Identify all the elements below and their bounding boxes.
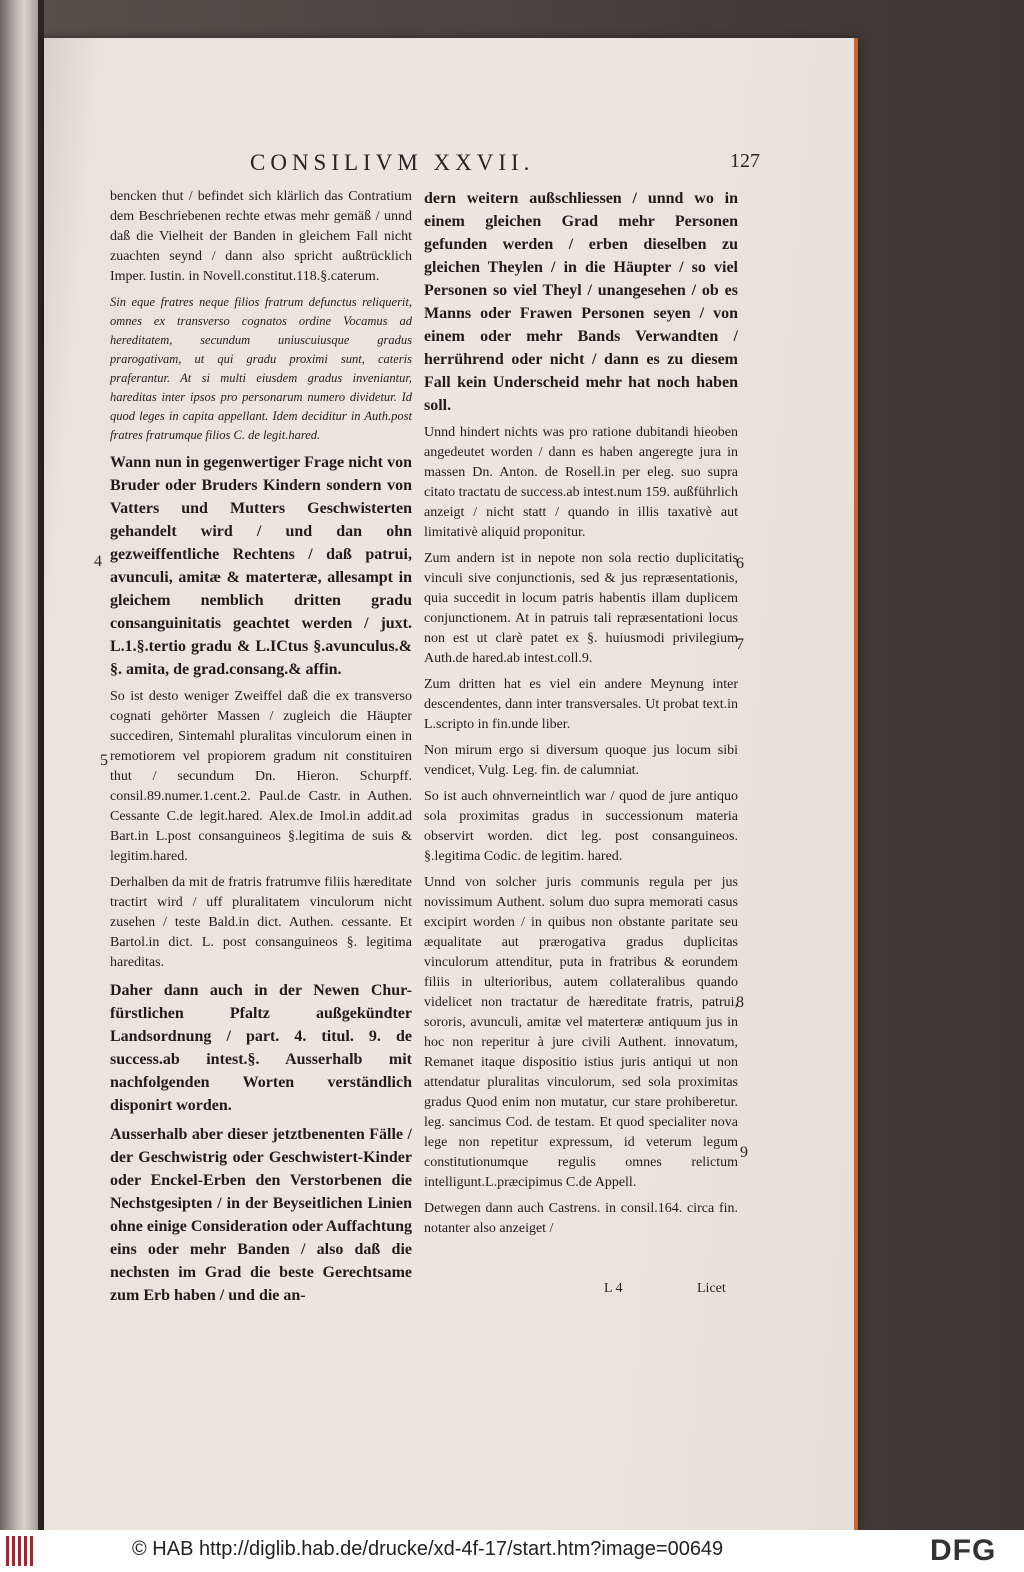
margin-number: 5 [100, 752, 108, 769]
paragraph: Wann nun in gegenwertiger Frage nicht von Bruder oder Bruders Kindern sondern von Vatters und Mutters Geschwisterten gehandelt wird / und dan ohn gezweiffentliche Rechtens / daß patrui, avunculi, amitæ & materteræ, allesampt in gleichem nemblich dritten gradu consanguinitatis geachtet werden / juxt. L.1.§.tertio gradu & L.ICtus §.avunculus.& §. amita, de grad.consang.& affin. [110, 454, 412, 678]
paragraph: Zum dritten hat es viel ein andere Meynung inter descendentes, dann inter transversales. Ut probat text.in L.scripto in fin.unde liber. [424, 677, 738, 732]
catchword: Licet [697, 1281, 726, 1296]
copyright-link[interactable]: © HAB http://diglib.hab.de/drucke/xd-4f-17/start.htm?image=00649 [132, 1538, 724, 1560]
hab-logo-icon [6, 1536, 36, 1566]
paragraph: bencken thut / befindet sich klärlich das Contratium dem Beschriebenen rechte etwas mehr gemäß / unnd daß die Vielheit der Banden in gleichem Fall nicht zuachten seynd / dann also spricht außtrücklich Imper. Iustin. in Novell.constitut.118.§.caterum. [110, 189, 412, 284]
margin-number: 7 [736, 636, 744, 653]
page-number: 127 [730, 150, 760, 172]
margin-number: 8 [736, 994, 744, 1011]
margin-number: 6 [736, 555, 744, 572]
paragraph: Zum andern ist in nepote non sola rectio duplicitatis vinculi sive conjunctionis, sed & jus repræsentationis, quia succedit in locum patris habentis illam duplicem conjunctionem. At in patruis tali repræsentationi locus non est ut clarè patet ex §. huiusmodi privilegium Auth.de hared.ab intest.coll.9. [424, 551, 738, 666]
source-bar [0, 1530, 1024, 1572]
left-page-edge [0, 0, 44, 1530]
dfg-logo: DFG [930, 1534, 997, 1567]
paragraph: Derhalben da mit de fratris fratrumve filiis hæreditate tractirt wird / uff pluralitatem vinculorum nicht zusehen / teste Bald.in dict. Authen. cessante. Et Bartol.in dict. L. post consanguineos §. legitima hareditas. [110, 875, 412, 970]
paragraph: Unnd von solcher juris communis regula per jus novissimum Authent. solum duo supra memorati casus excipirt worden / in quibus non obstante paritate seu æqualitate aut prærogativa gradus duplicitas vinculorum attenditur, puta in fratribus & eorundem filiis in ulterioribus, autem collateralibus quando videlicet non tractatur de hæreditate fratris, patrui, sororis, avunculi, amitæ vel materteræ antiquum jus in hoc non reperitur à jure civili Authent. innovatum, Remanet itaque dispositio istius juris antiqui ut non attendatur pluralitas vinculorum, sed sola proximitas gradus Quod enim non mutatur, cur stare prohiberetur. leg. sancimus Cod. de testam. Et quod specialiter nova lege non repetitur expressum, id veterum legum constitutionumque regulis omnes relictum intelligunt.L.præcipimus C.de Appell. [424, 875, 738, 1190]
paragraph: Ausserhalb aber dieser jetztbenenten Fälle / der Geschwistrig oder Geschwistert-Kinder oder Enckel-Erben den Verstorbenen die Nechstgesipten / in der Beyseitlichen Linien ohne einige Consideration oder Auffachtung eins oder mehr Banden / also daß die nechsten im Grad die beste Gerechtsame zum Erb haben / und die an- [110, 1126, 412, 1304]
signature-mark: L 4 [604, 1281, 623, 1296]
header-title: CONSILIVM XXVII. [250, 150, 535, 175]
paragraph: So ist auch ohnverneintlich war / quod de jure antiquo sola proximitas gradus in successionum materia observirt worden. dict leg. post consanguineos. §.legitima Codic. de legitim. hared. [424, 789, 738, 864]
paragraph: Unnd hindert nichts was pro ratione dubitandi hieoben angedeutet worden / dann es haben angeregte jura in massen Dn. Anton. de Rosell.in per eleg. suo supra citato tractatu de success.ab intest.num 159. außführlich anzeigt / nicht statt / quando in illis taxativè aut limitativè aliquid proponitur. [424, 425, 738, 540]
text-column-right [424, 187, 738, 1245]
margin-number: 9 [740, 1144, 748, 1161]
paragraph: dern weitern außschliessen / unnd wo in einem gleichen Grad mehr Personen gefunden werden / erben dieselben zu gleichen Theylen / in die Häupter / so viel Personen so viel Theyl / unangesehen / ob es Manns oder Frawen Personen seyen / von einem oder mehr Bands Verwandten / herrührend oder nicht / dann es zu diesem Fall kein Underscheid mehr hat noch haben soll. [424, 190, 738, 414]
paragraph: Non mirum ergo si diversum quoque jus locum sibi vendicet, Vulg. Leg. fin. de calumniat. [424, 743, 738, 778]
paragraph: Daher dann auch in der Newen Chur-fürstlichen Pfaltz außgekündter Landsordnung / part. 4. titul. 9. de success.ab intest.§. Ausserhalb mit nachfolgenden Worten verständlich disponirt worden. [110, 982, 412, 1114]
running-header [250, 150, 770, 182]
margin-number: 4 [94, 553, 102, 570]
paragraph: Detwegen dann auch Castrens. in consil.164. circa fin. notanter also anzeiget / [424, 1201, 738, 1236]
text-column-left [110, 187, 412, 1313]
paragraph: So ist desto weniger Zweiffel daß die ex transverso cognati gehörter Massen / zugleich die Häupter succediren, Sintemahl pluralitas vinculorum einen in remotiorem vel propiorem gradum nit constituiren thut / secundum Dn. Hieron. Schurpff. consil.89.numer.1.cent.2. Paul.de Castr. in Authen. Cessante C.de legit.hared. Alex.de Imol.in addit.ad Bart.in L.post consanguineos §.legitima de suis & legitim.hared. [110, 689, 412, 864]
paragraph-quotation: Sin eque fratres neque filios fratrum defunctus reliquerit, omnes ex transverso cognatos ordine Vocamus ad hereditatem, secundum uniuscuiusque gradus prarogativam, ut qui gradu proximi sunt, cateris praferantur. At si multi eiusdem gradus inveniantur, hareditas inter ipsos pro personarum numero dividetur. Id quod leges in capita appellant. Idem deciditur in Auth.post fratres fratrumque filios C. de legit.hared. [110, 295, 412, 442]
